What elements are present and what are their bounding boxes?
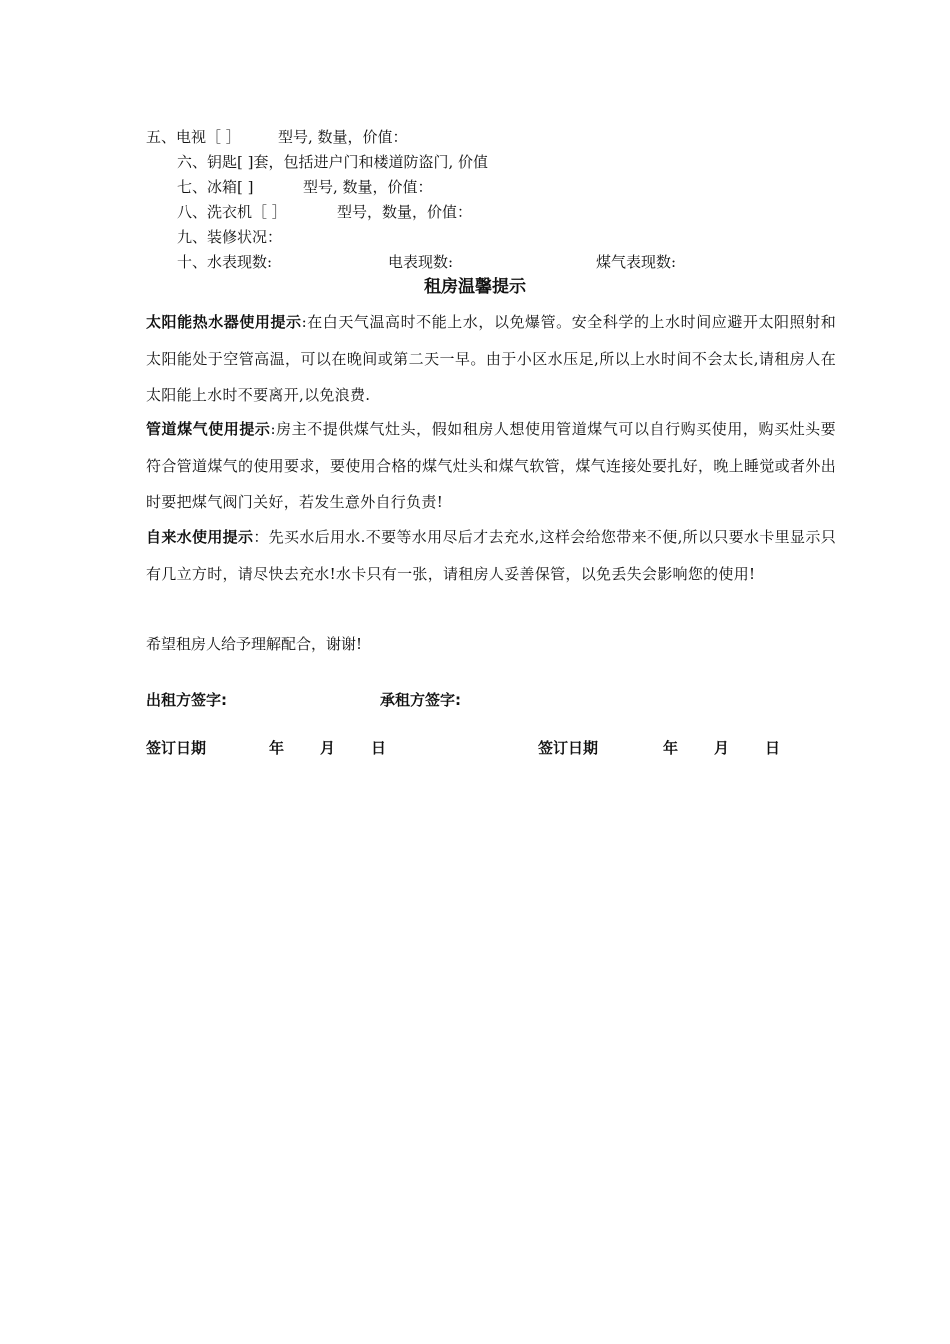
water-tip-paragraph	[146, 519, 836, 592]
item-fridge-label: 七、冰箱[ ]	[177, 178, 254, 196]
tips-title: 租房温馨提示	[424, 277, 526, 297]
gas-tip-heading: 管道煤气使用提示	[146, 420, 271, 438]
solar-tip-heading: 太阳能热水器使用提示	[146, 313, 302, 331]
solar-tip-paragraph	[146, 304, 836, 414]
water-meter-label: 十、水表现数:	[177, 253, 273, 271]
lessee-date-month: 月	[714, 739, 730, 757]
lessor-date-month: 月	[320, 739, 336, 757]
lessor-date-year: 年	[269, 739, 285, 757]
item-washer-model: 型号，数量，价值：	[337, 203, 473, 221]
item-tv-label: 五、电视［ ］	[146, 128, 241, 146]
item-washer-label: 八、洗衣机［ ］	[177, 203, 287, 221]
item-keys-text: 六、钥匙[ ]套，包括进户门和楼道防盗门, 价值	[177, 153, 489, 171]
lessor-date-label: 签订日期	[146, 739, 207, 757]
lessee-date-day: 日	[765, 739, 781, 757]
lessor-signature-label: 出租方签字:	[146, 691, 227, 709]
item-tv-model: 型号, 数量，价值：	[278, 128, 408, 146]
solar-tip-body: :在白天气温高时不能上水，以免爆管。安全科学的上水时间应避开太阳照射和太阳能处于空管高温，可以在晚间或第二天一早。由于小区水压足,所以上水时间不会太长,请租房人在太阳能上水时不要离开,以免浪费.	[146, 313, 836, 404]
water-tip-body: ：先买水后用水.不要等水用尽后才去充水,这样会给您带来不便,所以只要水卡里显示只有几立方时，请尽快去充水!水卡只有一张，请租房人妥善保管，以免丢失会影响您的使用!	[146, 528, 836, 583]
lessee-date-year: 年	[663, 739, 679, 757]
lessee-date-label: 签订日期	[538, 739, 599, 757]
lessee-signature-label: 承租方签字:	[380, 691, 461, 709]
item-decoration-text: 九、装修状况：	[177, 228, 283, 246]
electric-meter-label: 电表现数:	[388, 253, 454, 271]
gas-meter-label: 煤气表现数:	[596, 253, 677, 271]
gas-tip-paragraph	[146, 411, 836, 521]
lessor-date-day: 日	[371, 739, 387, 757]
water-tip-heading: 自来水使用提示	[146, 528, 254, 546]
gas-tip-body: :房主不提供煤气灶头，假如租房人想使用管道煤气可以自行购买使用，购买灶头要符合管道煤气的使用要求，要使用合格的煤气灶头和煤气软管，煤气连接处要扎好，晚上睡觉或者外出时要把煤气阀门关好，若发生意外自行负责!	[146, 420, 836, 511]
closing-text: 希望租房人给予理解配合，谢谢!	[146, 635, 363, 653]
item-fridge-model: 型号, 数量，价值：	[303, 178, 433, 196]
